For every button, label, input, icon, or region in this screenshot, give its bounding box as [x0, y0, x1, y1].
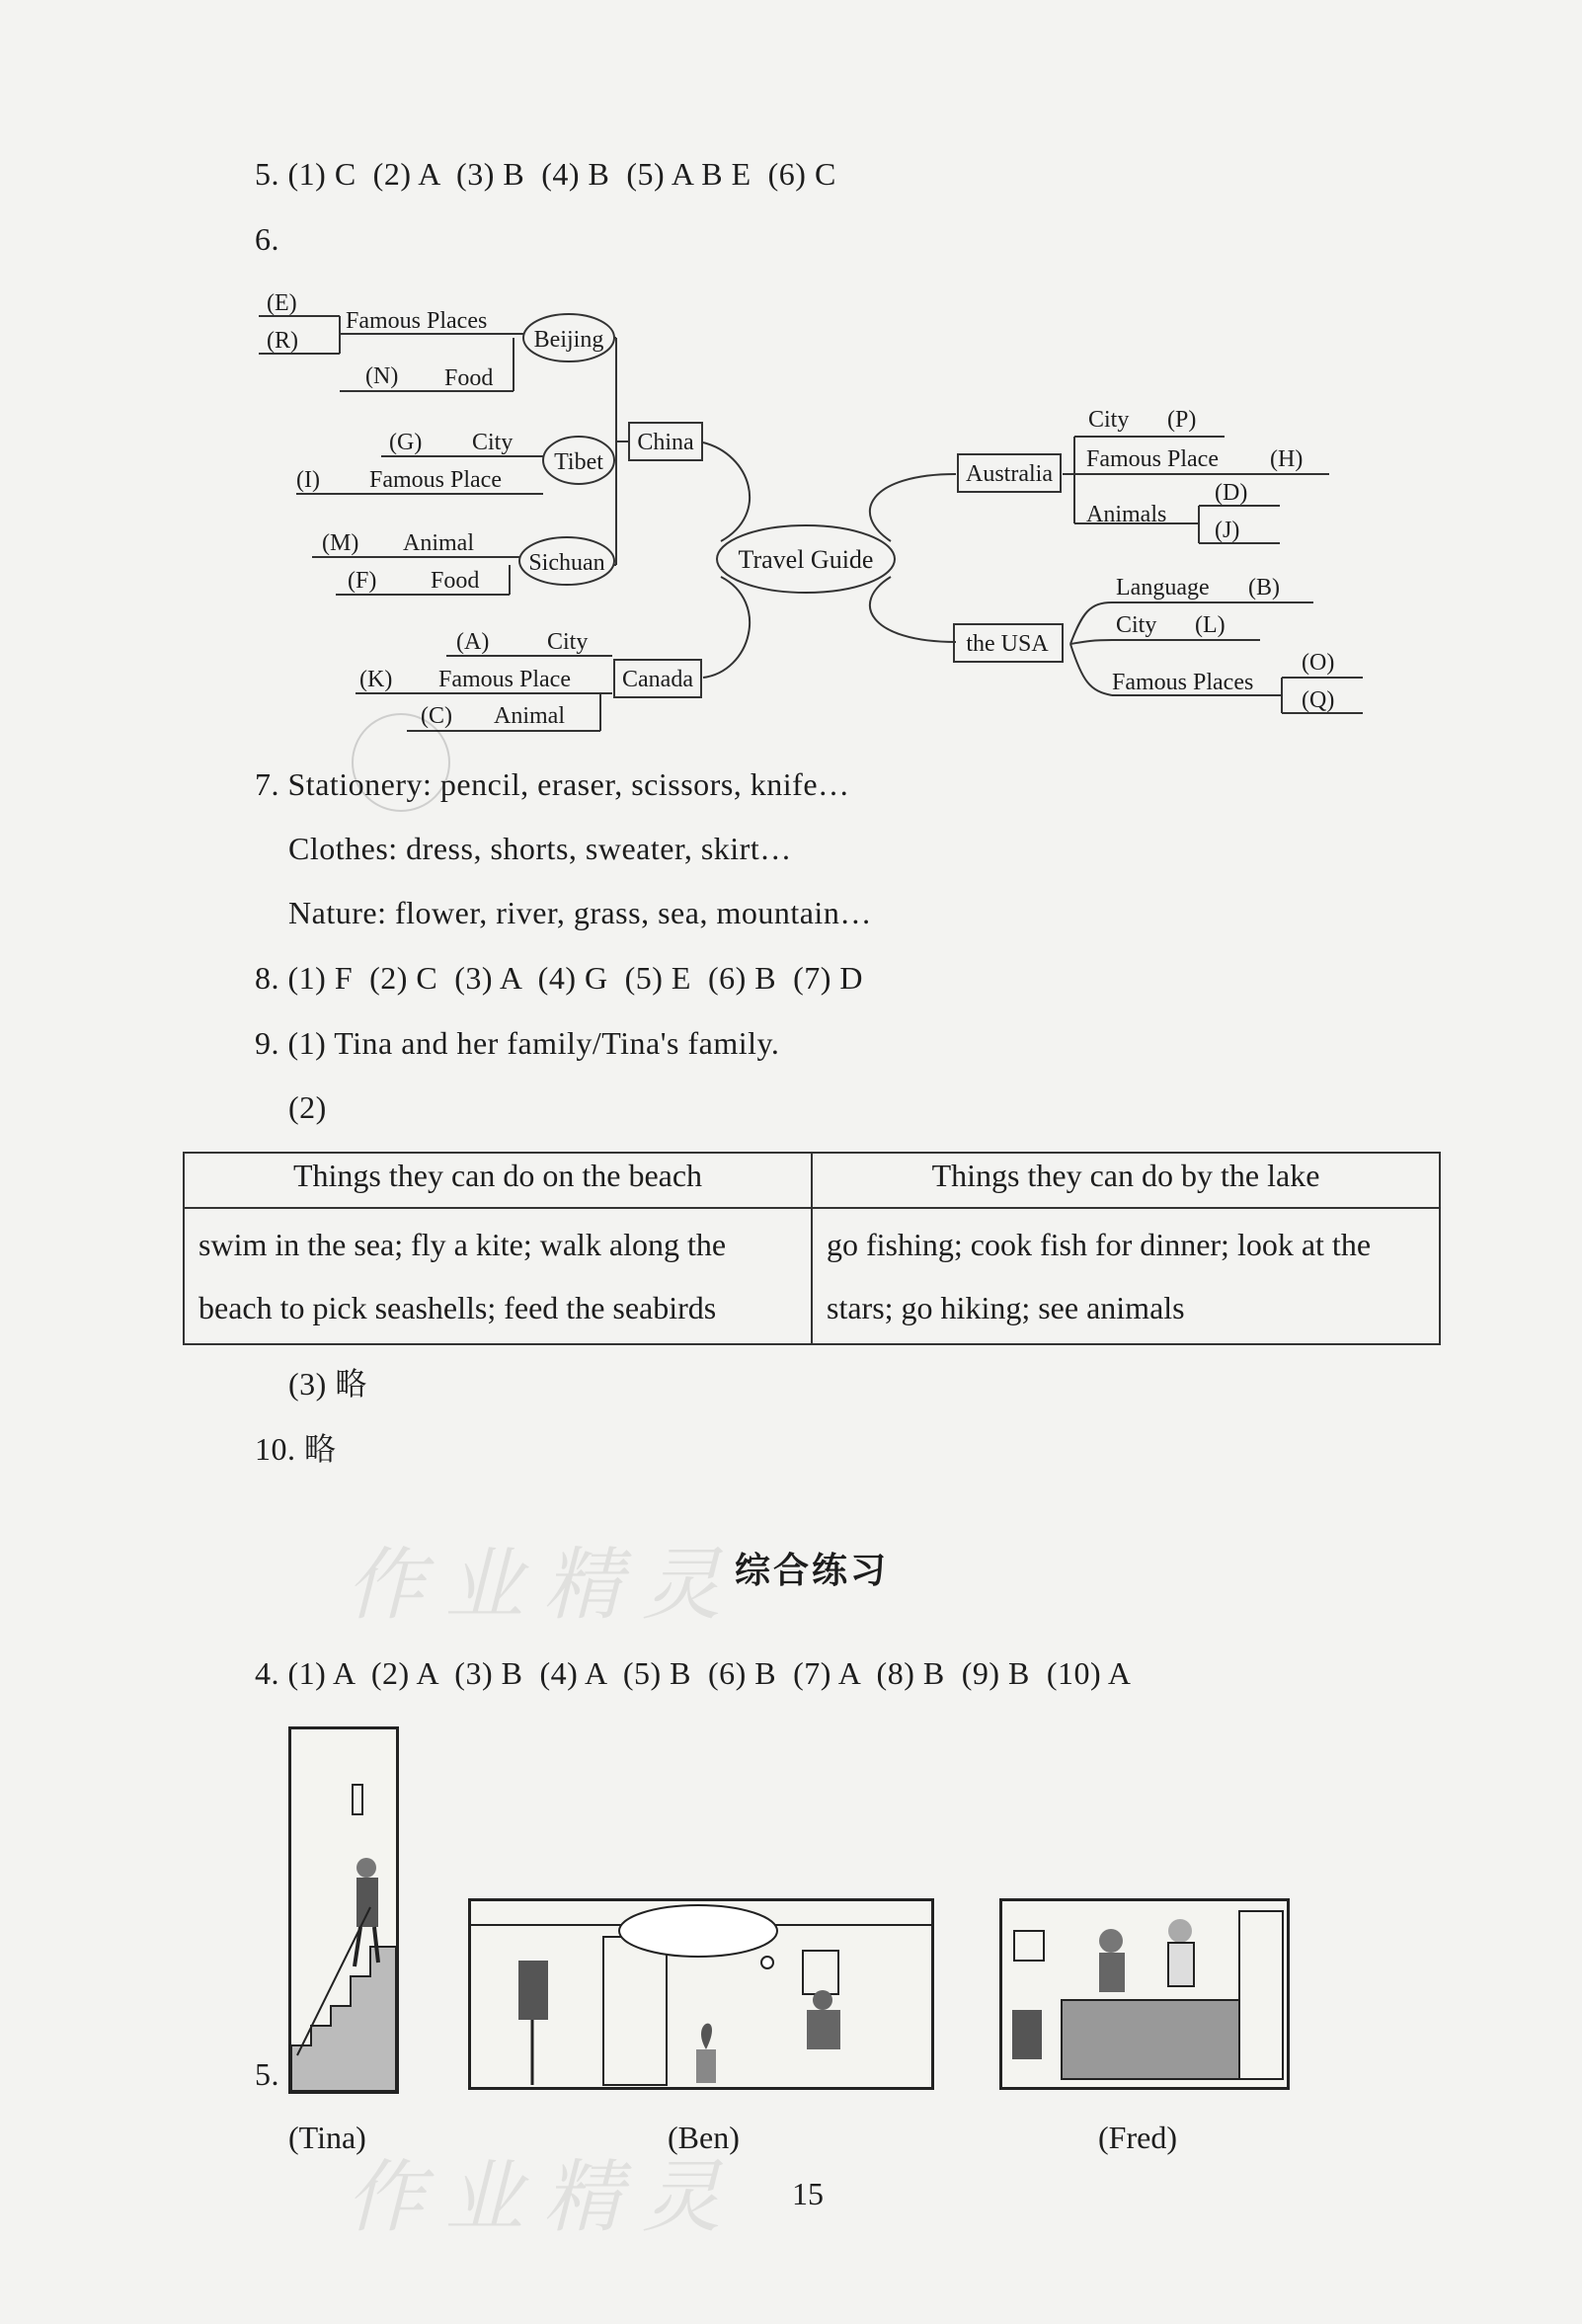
svg-text:City: City	[1116, 612, 1157, 638]
svg-text:(G): (G)	[389, 430, 423, 455]
answer-q4: 4. (1) A (2) A (3) B (4) A (5) B (6) B (7) A (8) B (9) B (10) A	[255, 1655, 1132, 1691]
svg-text:(B): (B)	[1248, 575, 1280, 601]
activities-table	[183, 1152, 1441, 1345]
answer-q6-label: 6.	[255, 221, 279, 257]
answer-q7-line1: 7. Stationery: pencil, eraser, scissors, knife…	[255, 766, 850, 802]
section-title: 综合练习	[735, 1551, 890, 1591]
svg-text:Animals: Animals	[1086, 502, 1167, 527]
svg-text:(F): (F)	[348, 568, 377, 594]
svg-text:(H): (H)	[1270, 446, 1304, 472]
caption-fred: (Fred)	[1098, 2120, 1177, 2155]
svg-text:Animal: Animal	[403, 530, 474, 556]
answer-q9-1: 9. (1) Tina and her family/Tina's family.	[255, 1025, 780, 1061]
svg-text:Famous Place: Famous Place	[1086, 446, 1219, 472]
travel-guide-mind-map	[0, 0, 1582, 751]
answer-q9-3: (3) 略	[288, 1366, 367, 1402]
svg-text:(M): (M)	[322, 530, 359, 556]
table-header-lake: Things they can do by the lake	[812, 1153, 1440, 1208]
mindmap-sichuan: Sichuan	[528, 550, 605, 576]
answer-q8: 8. (1) F (2) C (3) A (4) G (5) E (6) B (7) D	[255, 960, 864, 996]
caption-ben: (Ben)	[668, 2120, 740, 2155]
svg-text:Food: Food	[444, 365, 494, 391]
svg-text:(L): (L)	[1195, 612, 1226, 638]
svg-text:(C): (C)	[421, 703, 452, 729]
mindmap-australia: Australia	[966, 461, 1053, 487]
svg-text:(D): (D)	[1215, 480, 1248, 506]
svg-text:Famous Places: Famous Places	[1112, 670, 1254, 695]
answer-q10: 10. 略	[255, 1431, 337, 1467]
mindmap-canada: Canada	[622, 667, 693, 692]
svg-text:(K): (K)	[359, 667, 393, 692]
svg-text:City: City	[472, 430, 514, 455]
svg-text:(R): (R)	[267, 328, 298, 354]
svg-text:(I): (I)	[296, 467, 320, 493]
page-number: 15	[792, 2176, 824, 2211]
watermark-text: 作业精灵	[346, 1539, 741, 1631]
table-header-beach: Things they can do on the beach	[184, 1153, 812, 1208]
svg-text:Famous Places: Famous Places	[346, 308, 488, 334]
svg-text:City: City	[547, 629, 589, 655]
svg-text:Animal: Animal	[494, 703, 565, 729]
svg-text:(E): (E)	[267, 290, 297, 316]
svg-text:Food: Food	[431, 568, 480, 594]
mindmap-tibet: Tibet	[554, 449, 603, 475]
svg-text:(Q): (Q)	[1302, 687, 1335, 713]
picture-fred-bedroom	[999, 1898, 1290, 2090]
svg-text:(A): (A)	[456, 629, 490, 655]
svg-text:City: City	[1088, 407, 1130, 433]
svg-text:(J): (J)	[1215, 518, 1240, 543]
mindmap-china: China	[637, 430, 694, 455]
mindmap-center-label: Travel Guide	[738, 545, 874, 574]
answer-q9-2: (2)	[288, 1089, 327, 1125]
answer-q5: 5. (1) C (2) A (3) B (4) B (5) A B E (6) C	[255, 156, 836, 192]
mindmap-usa: the USA	[966, 631, 1049, 657]
svg-text:Famous Place: Famous Place	[369, 467, 502, 493]
watermark-bottom: 作业精灵	[346, 2151, 741, 2243]
picture-ben-room	[468, 1898, 934, 2090]
mindmap-beijing: Beijing	[533, 327, 604, 353]
svg-text:Language: Language	[1116, 575, 1210, 601]
svg-text:Famous Place: Famous Place	[438, 667, 571, 692]
svg-text:(O): (O)	[1302, 650, 1335, 676]
answer-q7-line3: Nature: flower, river, grass, sea, mountain…	[288, 895, 872, 930]
table-cell-beach: swim in the sea; fly a kite; walk along the beach to pick seashells; feed the seabirds	[184, 1208, 812, 1344]
answer-q5b-label: 5.	[255, 2056, 279, 2092]
answer-q7-line2: Clothes: dress, shorts, sweater, skirt…	[288, 831, 792, 866]
caption-tina: (Tina)	[288, 2120, 366, 2155]
picture-tina-stairs	[288, 1726, 399, 2094]
svg-text:(N): (N)	[365, 363, 399, 389]
svg-text:(P): (P)	[1167, 407, 1197, 433]
table-cell-lake: go fishing; cook fish for dinner; look at the stars; go hiking; see animals	[812, 1208, 1440, 1344]
